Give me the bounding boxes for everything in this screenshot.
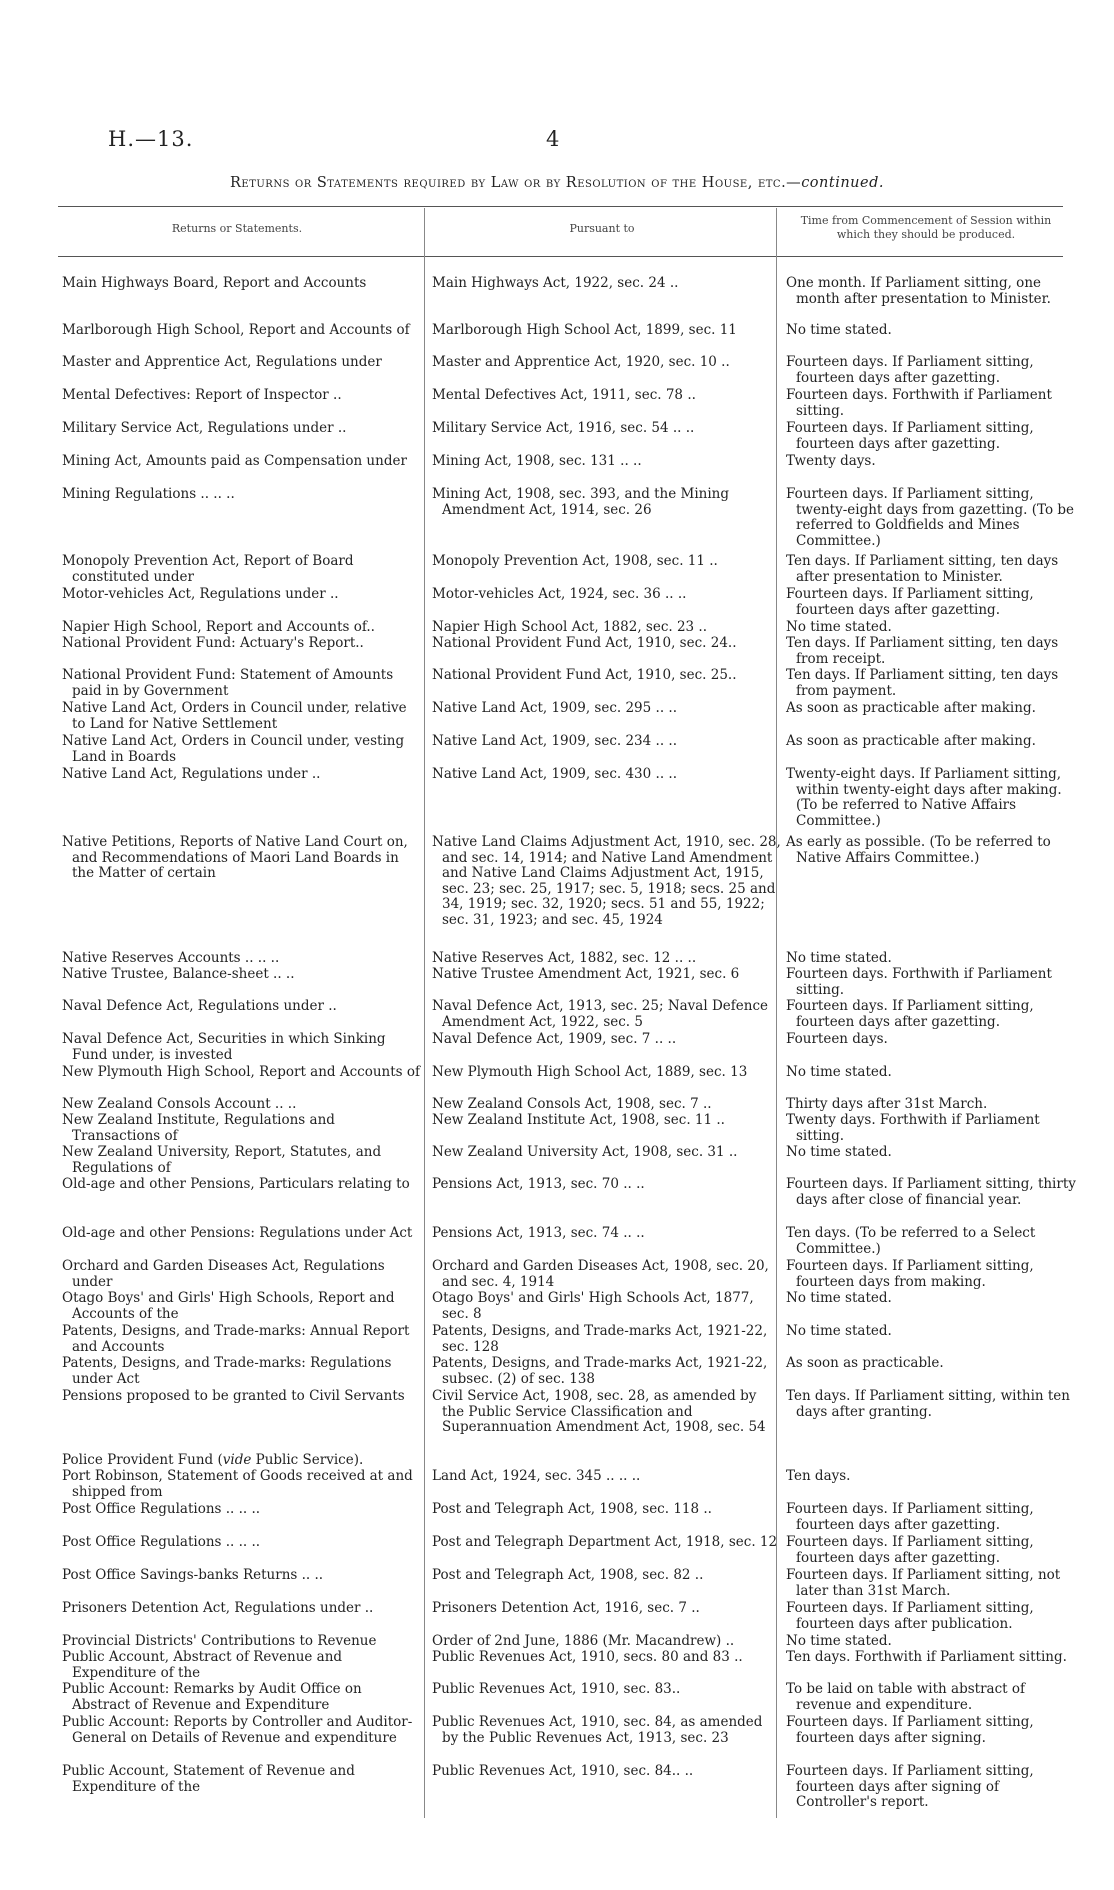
pursuant-cell: Napier High School Act, 1882, sec. 23 .. bbox=[432, 619, 708, 635]
return-cell: Post Office Regulations .. .. .. bbox=[62, 1534, 261, 1550]
pursuant-cell: Naval Defence Act, 1909, sec. 7 .. .. bbox=[432, 1031, 677, 1047]
pursuant-cell: New Zealand Consols Act, 1908, sec. 7 .. bbox=[432, 1096, 712, 1112]
return-text: Police Provident Fund ( bbox=[62, 1452, 223, 1468]
return-cell: Naval Defence Act, Securities in which Sinking Fund under, is invested bbox=[62, 1031, 386, 1063]
pursuant-cell: Native Land Act, 1909, sec. 295 .. .. bbox=[432, 700, 677, 716]
pursuant-cell: Pensions Act, 1913, sec. 74 .. .. bbox=[432, 1225, 645, 1241]
time-cell: No time stated. bbox=[786, 1064, 892, 1080]
time-cell: Fourteen days. If Parliament sitting, fourteen days from making. bbox=[786, 1258, 1034, 1290]
pursuant-cell: Pensions Act, 1913, sec. 70 .. .. bbox=[432, 1176, 645, 1192]
pursuant-cell: New Zealand University Act, 1908, sec. 31 .. bbox=[432, 1144, 738, 1160]
time-cell: As early as possible. (To be referred to Native Affairs Committee.) bbox=[786, 834, 1051, 866]
return-cell: Master and Apprentice Act, Regulations under bbox=[62, 354, 382, 370]
return-cell: Military Service Act, Regulations under .. bbox=[62, 420, 347, 436]
return-cell: Public Account: Remarks by Audit Office on Abstract of Revenue and Expenditure bbox=[62, 1681, 362, 1713]
return-cell: Main Highways Board, Report and Accounts bbox=[62, 275, 367, 291]
return-cell: Prisoners Detention Act, Regulations under .. bbox=[62, 1600, 374, 1616]
pursuant-cell: Native Land Claims Adjustment Act, 1910, sec. 28, and sec. 14, 1914; and Native Land Amendment and Native Land Claims Adjustment Act, 1915, sec. 23; sec. 25, 1917; sec. 5, 1918; secs. 25 and 34, 1919; sec. 32, 1920; secs. 51 and 55, 1922; sec. 31, 1923; and sec. 45, 1924 bbox=[432, 834, 781, 928]
return-cell: Napier High School, Report and Accounts of.. bbox=[62, 619, 375, 635]
pursuant-cell: Public Revenues Act, 1910, sec. 83.. bbox=[432, 1681, 681, 1697]
return-cell: Native Petitions, Reports of Native Land Court on, and Recommendations of Maori Land Boards in the Matter of certain bbox=[62, 834, 408, 881]
return-cell: Native Reserves Accounts .. .. .. bbox=[62, 950, 280, 966]
return-cell: Mental Defectives: Report of Inspector .. bbox=[62, 387, 342, 403]
pursuant-cell: Order of 2nd June, 1886 (Mr. Macandrew) .. bbox=[432, 1633, 735, 1649]
pursuant-cell: New Zealand Institute Act, 1908, sec. 11 .. bbox=[432, 1112, 725, 1128]
column-header-pursuant: Pursuant to bbox=[569, 222, 635, 235]
time-cell: Ten days. If Parliament sitting, ten days from receipt. bbox=[786, 635, 1059, 667]
time-cell: Fourteen days. bbox=[786, 1031, 888, 1047]
time-cell: Fourteen days. If Parliament sitting, fourteen days after signing. bbox=[786, 1714, 1034, 1746]
time-cell: No time stated. bbox=[786, 1323, 892, 1339]
pursuant-cell: Post and Telegraph Act, 1908, sec. 82 .. bbox=[432, 1567, 704, 1583]
return-cell: Native Land Act, Orders in Council under, vesting Land in Boards bbox=[62, 733, 405, 765]
pursuant-cell: Mining Act, 1908, sec. 131 .. .. bbox=[432, 453, 642, 469]
time-cell: Fourteen days. If Parliament sitting, fourteen days after gazetting. bbox=[786, 420, 1034, 452]
time-cell: No time stated. bbox=[786, 1290, 892, 1306]
return-cell: National Provident Fund: Actuary's Report.. bbox=[62, 635, 364, 651]
return-cell: Mining Act, Amounts paid as Compensation under bbox=[62, 453, 407, 469]
time-cell: Fourteen days. If Parliament sitting, fourteen days after signing of Controller's report. bbox=[786, 1763, 1034, 1810]
pursuant-cell: Native Reserves Act, 1882, sec. 12 .. .. bbox=[432, 950, 697, 966]
pursuant-cell: Land Act, 1924, sec. 345 .. .. .. bbox=[432, 1468, 641, 1484]
pursuant-cell: Mining Act, 1908, sec. 393, and the Mining Amendment Act, 1914, sec. 26 bbox=[432, 486, 730, 518]
return-cell: Post Office Regulations .. .. .. bbox=[62, 1501, 261, 1517]
time-cell: Fourteen days. If Parliament sitting, not later than 31st March. bbox=[786, 1567, 1061, 1599]
time-cell: Thirty days after 31st March. bbox=[786, 1096, 988, 1112]
pursuant-cell: Main Highways Act, 1922, sec. 24 .. bbox=[432, 275, 679, 291]
return-cell: Public Account, Statement of Revenue and Expenditure of the bbox=[62, 1763, 355, 1795]
column-header-time: Time from Commencement of Session within which they should be produced. bbox=[800, 214, 1052, 241]
time-cell: Fourteen days. If Parliament sitting, fourteen days after gazetting. bbox=[786, 998, 1034, 1030]
return-cell: Native Land Act, Orders in Council under, relative to Land for Native Settlement bbox=[62, 700, 407, 732]
pursuant-cell: Public Revenues Act, 1910, sec. 84, as amended by the Public Revenues Act, 1913, sec. 23 bbox=[432, 1714, 763, 1746]
return-cell: Provincial Districts' Contributions to Revenue bbox=[62, 1633, 377, 1649]
pursuant-cell: Mental Defectives Act, 1911, sec. 78 .. bbox=[432, 387, 696, 403]
return-cell: Patents, Designs, and Trade-marks: Regulations under Act bbox=[62, 1355, 392, 1387]
pursuant-cell: National Provident Fund Act, 1910, sec. 24.. bbox=[432, 635, 737, 651]
pursuant-cell: Native Land Act, 1909, sec. 234 .. .. bbox=[432, 733, 677, 749]
time-cell: Ten days. If Parliament sitting, ten days after presentation to Minister. bbox=[786, 553, 1059, 585]
return-cell: Old-age and other Pensions: Regulations under Act bbox=[62, 1225, 413, 1241]
page-number: 4 bbox=[546, 127, 560, 151]
time-cell: Fourteen days. If Parliament sitting, fourteen days after gazetting. bbox=[786, 1534, 1034, 1566]
return-cell: Native Trustee, Balance-sheet .. .. bbox=[62, 966, 295, 982]
pursuant-cell: New Plymouth High School Act, 1889, sec. 13 bbox=[432, 1064, 748, 1080]
return-cell: New Zealand Institute, Regulations and Transactions of bbox=[62, 1112, 335, 1144]
time-cell: Fourteen days. Forthwith if Parliament sitting. bbox=[786, 387, 1052, 419]
column-header-returns: Returns or Statements. bbox=[171, 222, 303, 235]
time-cell: Twenty days. Forthwith if Parliament sitting. bbox=[786, 1112, 1040, 1144]
time-cell: Fourteen days. If Parliament sitting, fourteen days after gazetting. bbox=[786, 586, 1034, 618]
time-cell: Fourteen days. Forthwith if Parliament sitting. bbox=[786, 966, 1052, 998]
return-cell: Old-age and other Pensions, Particulars relating to bbox=[62, 1176, 410, 1192]
time-cell: Ten days. bbox=[786, 1468, 851, 1484]
pursuant-cell: Post and Telegraph Act, 1908, sec. 118 .. bbox=[432, 1501, 712, 1517]
pursuant-cell: Marlborough High School Act, 1899, sec. 11 bbox=[432, 322, 737, 338]
return-cell: Orchard and Garden Diseases Act, Regulations under bbox=[62, 1258, 385, 1290]
pursuant-cell: Civil Service Act, 1908, sec. 28, as amended by the Public Service Classification and Superannuation Amendment Act, 1908, sec. 54 bbox=[432, 1388, 766, 1435]
return-cell: Otago Boys' and Girls' High Schools, Report and Accounts of the bbox=[62, 1290, 395, 1322]
title-text: Returns or Statements required by Law or by Resolution of the House, etc.— bbox=[229, 175, 802, 191]
pursuant-cell: Monopoly Prevention Act, 1908, sec. 11 .. bbox=[432, 553, 718, 569]
return-cell: Mining Regulations .. .. .. bbox=[62, 486, 235, 502]
time-cell: Fourteen days. If Parliament sitting, fourteen days after publication. bbox=[786, 1600, 1034, 1632]
page-title bbox=[0, 175, 1114, 191]
pursuant-cell: Orchard and Garden Diseases Act, 1908, sec. 20, and sec. 4, 1914 bbox=[432, 1258, 769, 1290]
pursuant-cell: Patents, Designs, and Trade-marks Act, 1921-22, subsec. (2) of sec. 138 bbox=[432, 1355, 768, 1387]
return-cell: Monopoly Prevention Act, Report of Board constituted under bbox=[62, 553, 354, 585]
time-cell: Fourteen days. If Parliament sitting, fourteen days after gazetting. bbox=[786, 354, 1034, 386]
pursuant-cell: Public Revenues Act, 1910, secs. 80 and 83 .. bbox=[432, 1649, 743, 1665]
time-cell: Fourteen days. If Parliament sitting, fourteen days after gazetting. bbox=[786, 1501, 1034, 1533]
return-cell: Public Account: Reports by Controller and Auditor-General on Details of Revenue and expenditure bbox=[62, 1714, 413, 1746]
return-cell: Naval Defence Act, Regulations under .. bbox=[62, 998, 337, 1014]
time-cell: Ten days. If Parliament sitting, within ten days after granting. bbox=[786, 1388, 1070, 1420]
time-cell: Fourteen days. If Parliament sitting, thirty days after close of financial year. bbox=[786, 1176, 1076, 1208]
pursuant-cell: National Provident Fund Act, 1910, sec. 25.. bbox=[432, 667, 737, 683]
return-italic: vide bbox=[222, 1452, 252, 1468]
pursuant-cell: Naval Defence Act, 1913, sec. 25; Naval Defence Amendment Act, 1922, sec. 5 bbox=[432, 998, 769, 1030]
pursuant-cell: Native Trustee Amendment Act, 1921, sec. 6 bbox=[432, 966, 740, 982]
return-cell: New Zealand Consols Account .. .. bbox=[62, 1096, 297, 1112]
pursuant-cell: Public Revenues Act, 1910, sec. 84.. .. bbox=[432, 1763, 694, 1779]
pursuant-cell: Post and Telegraph Department Act, 1918, sec. 12 bbox=[432, 1534, 778, 1550]
return-cell bbox=[62, 1453, 422, 1469]
return-text: Public Service). bbox=[251, 1452, 364, 1468]
return-cell: Patents, Designs, and Trade-marks: Annual Report and Accounts bbox=[62, 1323, 410, 1355]
time-cell: Twenty-eight days. If Parliament sitting, within twenty-eight days after making. (To be referred to Native Affairs Committee.) bbox=[786, 766, 1062, 829]
time-cell: One month. If Parliament sitting, one month after presentation to Minister. bbox=[786, 275, 1051, 307]
return-cell: Motor-vehicles Act, Regulations under .. bbox=[62, 586, 339, 602]
pursuant-cell: Motor-vehicles Act, 1924, sec. 36 .. .. bbox=[432, 586, 687, 602]
return-cell: Native Land Act, Regulations under .. bbox=[62, 766, 321, 782]
time-cell: No time stated. bbox=[786, 322, 892, 338]
pursuant-cell: Native Land Act, 1909, sec. 430 .. .. bbox=[432, 766, 677, 782]
pursuant-cell: Military Service Act, 1916, sec. 54 .. .. bbox=[432, 420, 695, 436]
time-cell: As soon as practicable after making. bbox=[786, 700, 1036, 716]
header-rule bbox=[58, 256, 1063, 257]
return-cell: Public Account, Abstract of Revenue and Expenditure of the bbox=[62, 1649, 343, 1681]
time-cell: Ten days. (To be referred to a Select Committee.) bbox=[786, 1225, 1036, 1257]
top-rule bbox=[58, 206, 1063, 207]
column-divider-1 bbox=[424, 208, 425, 1818]
return-cell: New Zealand University, Report, Statutes, and Regulations of bbox=[62, 1144, 382, 1176]
title-suffix: continued. bbox=[801, 175, 884, 191]
return-cell: Pensions proposed to be granted to Civil Servants bbox=[62, 1388, 405, 1404]
time-cell: Ten days. Forthwith if Parliament sitting. bbox=[786, 1649, 1067, 1665]
return-cell: Post Office Savings-banks Returns .. .. bbox=[62, 1567, 324, 1583]
pursuant-cell: Otago Boys' and Girls' High Schools Act, 1877, sec. 8 bbox=[432, 1290, 754, 1322]
return-cell: Port Robinson, Statement of Goods received at and shipped from bbox=[62, 1468, 413, 1500]
time-cell: As soon as practicable after making. bbox=[786, 733, 1036, 749]
time-cell: As soon as practicable. bbox=[786, 1355, 944, 1371]
time-cell: Fourteen days. If Parliament sitting, twenty-eight days from gazetting. (To be referred to Goldfields and Mines Committee.) bbox=[786, 486, 1074, 549]
time-cell: Twenty days. bbox=[786, 453, 876, 469]
return-cell: New Plymouth High School, Report and Accounts of bbox=[62, 1064, 421, 1080]
time-cell: No time stated. bbox=[786, 950, 892, 966]
return-cell: National Provident Fund: Statement of Amounts paid in by Government bbox=[62, 667, 394, 699]
time-cell: No time stated. bbox=[786, 619, 892, 635]
document-code: H.—13. bbox=[108, 127, 194, 151]
pursuant-cell: Master and Apprentice Act, 1920, sec. 10 .. bbox=[432, 354, 730, 370]
time-cell: To be laid on table with abstract of revenue and expenditure. bbox=[786, 1681, 1025, 1713]
return-cell: Marlborough High School, Report and Accounts of bbox=[62, 322, 410, 338]
pursuant-cell: Patents, Designs, and Trade-marks Act, 1921-22, sec. 128 bbox=[432, 1323, 768, 1355]
time-cell: Ten days. If Parliament sitting, ten days from payment. bbox=[786, 667, 1059, 699]
pursuant-cell: Prisoners Detention Act, 1916, sec. 7 .. bbox=[432, 1600, 700, 1616]
time-cell: No time stated. bbox=[786, 1144, 892, 1160]
time-cell: No time stated. bbox=[786, 1633, 892, 1649]
